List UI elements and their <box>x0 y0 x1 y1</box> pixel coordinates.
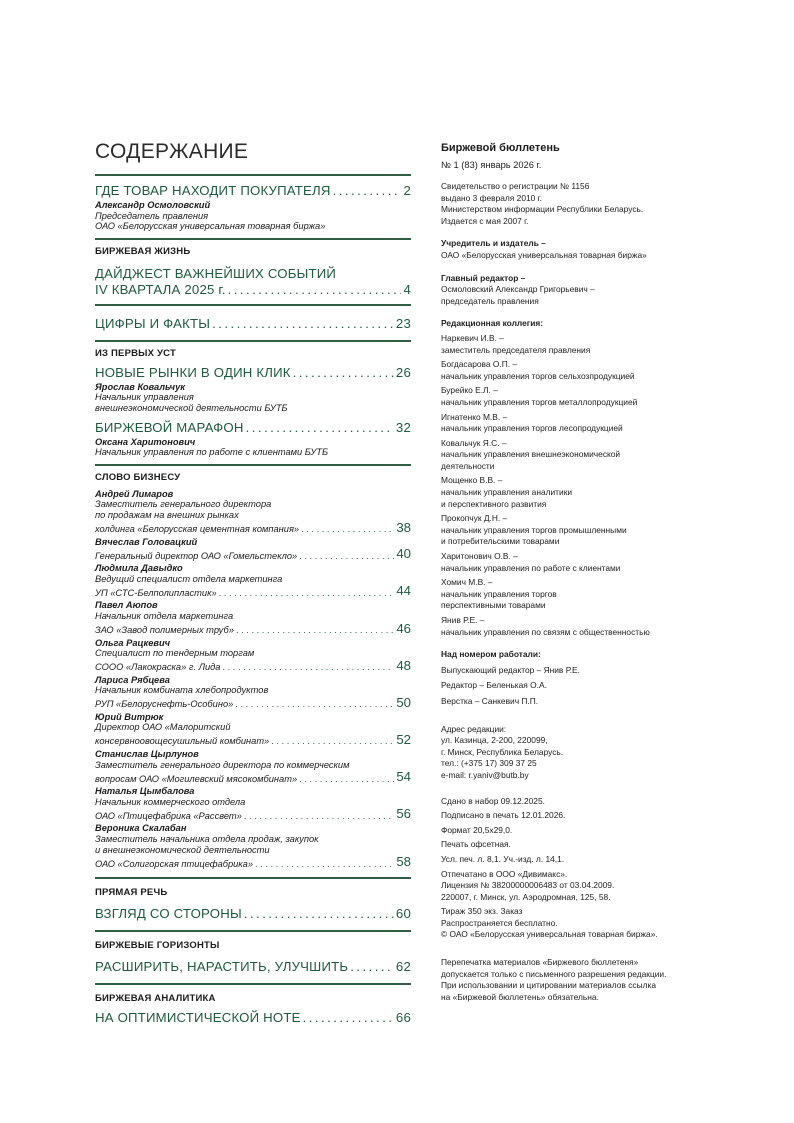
author-name: Юрий Витрюк <box>95 711 164 722</box>
leader-dots <box>293 365 394 381</box>
page-number: 23 <box>395 315 411 331</box>
text-line: Адрес редакции: <box>441 723 507 734</box>
leader-dots <box>255 859 394 870</box>
author-name: Ольга Рацкевич <box>95 637 171 648</box>
chief-editor-info <box>441 273 741 308</box>
text-line: 220007, г. Минск, ул. Аэродромная, 125, 58. <box>441 891 611 902</box>
author-position: Начальник управления <box>95 392 194 403</box>
leader-dots <box>299 551 394 562</box>
author-position: Начальник управления по работе с клиентами БУТБ <box>95 447 328 458</box>
text-line: начальник управления торгов сельхозпродукцией <box>441 370 635 381</box>
text-line: Лицензия № 38200000006483 от 03.04.2009. <box>441 880 615 891</box>
author-name: Наталья Цымбалова <box>95 786 195 797</box>
text-line: деятельности <box>441 460 495 471</box>
page-number: 48 <box>396 657 411 673</box>
registration-info <box>441 181 741 227</box>
publication-title: Биржевой бюллетень <box>441 142 560 154</box>
toc-entry[interactable] <box>95 600 411 635</box>
toc-section-analytics <box>95 985 411 1026</box>
label: Учредитель и издатель – <box>441 238 546 249</box>
section-heading: БИРЖЕВАЯ ЖИЗНЬ <box>95 245 191 257</box>
text-line: начальник управления по работе с клиентами <box>441 562 621 573</box>
author-company: СООО «Лакокраска» г. Лида <box>95 662 221 673</box>
toc-section-birzh-life <box>95 240 411 306</box>
author-position: Начальник коммерческого отдела <box>95 796 246 807</box>
editorial-address <box>441 724 741 782</box>
text-line: Издается с мая 2007 г. <box>441 215 529 226</box>
article-title: БИРЖЕВОЙ МАРАФОН <box>95 419 244 435</box>
text-line: начальник управления торгов металлопродукцией <box>441 396 638 407</box>
text-line: и перспективного развития <box>441 498 547 509</box>
text-line: Прокопчук Д.Н. – <box>441 513 508 524</box>
toc-entry[interactable] <box>95 638 411 673</box>
author-position: Председатель правления <box>95 210 209 221</box>
text-line: начальник управления торгов лесопродукцией <box>441 423 623 434</box>
text-line: Ковальчук Я.С. – <box>441 437 507 448</box>
founder-info <box>441 238 741 261</box>
text-line: Наркевич И.В. – <box>441 332 504 343</box>
toc-section-first-hand <box>95 342 411 466</box>
text-line: начальник управления аналитики <box>441 487 573 498</box>
author-position: Начальник отдела маркетинга <box>95 610 234 621</box>
leader-dots <box>301 524 394 535</box>
page-number: 46 <box>396 620 411 636</box>
reprint-notice <box>441 957 741 1003</box>
toc-title: СОДЕРЖАНИЕ <box>95 140 249 163</box>
leader-dots <box>333 183 402 199</box>
toc-entry[interactable] <box>95 823 411 869</box>
toc-section-direct <box>95 879 411 932</box>
toc-section-horizons <box>95 932 411 985</box>
author-position: Генеральный директор ОАО «Гомельстекло» <box>95 550 298 561</box>
leader-dots <box>212 316 394 332</box>
page-number: 32 <box>395 419 411 435</box>
author-company: РУП «Белоруснефть-Особино» <box>95 699 234 710</box>
text-line: Редактор – Беленькая О.А. <box>441 680 547 691</box>
toc-section-first <box>95 176 411 240</box>
text-line: Усл. печ. л. 8,1. Уч.-изд. л. 14,1. <box>441 853 565 864</box>
imprint-column <box>441 141 741 1014</box>
leader-dots <box>244 811 394 822</box>
author-position: Директор ОАО «Малоритский <box>95 722 231 733</box>
section-heading: БИРЖЕВАЯ АНАЛИТИКА <box>95 993 216 1005</box>
text-line: начальник управления торгов <box>441 588 557 599</box>
editorial-board <box>441 318 741 638</box>
section-heading: БИРЖЕВЫЕ ГОРИЗОНТЫ <box>95 940 220 952</box>
page-number: 66 <box>395 1010 411 1026</box>
author-company: ОАО «Птицефабрика «Рассвет» <box>95 810 242 821</box>
author-position: и внешнеэкономической деятельности <box>95 844 270 855</box>
text-line: выдано 3 февраля 2010 г. <box>441 192 542 203</box>
page-number: 52 <box>396 732 411 748</box>
section-heading: ИЗ ПЕРВЫХ УСТ <box>95 347 176 359</box>
author-company: ОАО «Солигорская птицефабрика» <box>95 858 254 869</box>
toc-entry[interactable] <box>95 563 411 598</box>
text-line: Перепечатка материалов «Биржевого бюллетеня» <box>441 957 639 968</box>
text-line: Распространяется бесплатно. <box>441 917 558 928</box>
text-line: начальник управления торгов промышленными <box>441 524 627 535</box>
author-company: консервноовощесушильный комбинат» <box>95 736 270 747</box>
text-line: Печать офсетная. <box>441 839 511 850</box>
leader-dots <box>271 736 394 747</box>
toc-entry[interactable] <box>95 675 411 710</box>
text-line: на «Биржевой бюллетень» обязательна. <box>441 991 599 1002</box>
text-line: Сдано в набор 09.12.2025. <box>441 795 545 806</box>
label: Редакционная коллегия: <box>441 318 544 329</box>
text-line: ОАО «Белорусская универсальная товарная биржа» <box>441 249 647 260</box>
article-title: НОВЫЕ РЫНКИ В ОДИН КЛИК <box>95 364 291 380</box>
page-number: 62 <box>395 959 411 975</box>
toc-article-link[interactable] <box>95 266 411 298</box>
page-number: 4 <box>403 281 411 297</box>
leader-dots <box>222 662 394 673</box>
text-line: Свидетельство о регистрации № 1156 <box>441 181 590 191</box>
author-company: вопросам ОАО «Могилевский мясокомбинат» <box>95 773 298 784</box>
toc-entry[interactable] <box>95 712 411 747</box>
text-line: и потребительскими товарами <box>441 536 560 547</box>
article-title: ЦИФРЫ И ФАКТЫ <box>95 315 211 331</box>
author-position: Ведущий специалист отдела маркетинга <box>95 573 283 584</box>
text-line: Харитонович О.В. – <box>441 551 518 562</box>
table-of-contents <box>95 140 411 1026</box>
text-line: начальник управления внешнеэкономической <box>441 449 621 460</box>
text-line: председатель правления <box>441 295 539 306</box>
toc-article-link[interactable] <box>95 316 411 332</box>
page-number: 2 <box>403 183 411 198</box>
toc-article-link[interactable] <box>95 906 411 922</box>
label: Над номером работали: <box>441 649 541 660</box>
page-number: 50 <box>396 694 411 710</box>
text-line: тел.: (+375 17) 309 37 25 <box>441 758 537 769</box>
print-info <box>441 796 741 942</box>
text-line: Бурейко Е.Л. – <box>441 385 498 396</box>
text-line: © ОАО «Белорусская универсальная товарная биржа». <box>441 929 658 940</box>
issue-number: № 1 (83) январь 2026 г. <box>441 160 542 170</box>
leader-dots <box>244 906 394 922</box>
text-line: Подписано в печать 12.01.2026. <box>441 810 566 821</box>
page-number: 38 <box>396 519 411 535</box>
author-company: ЗАО «Завод полимерных труб» <box>95 624 234 635</box>
toc-entry[interactable] <box>95 749 411 784</box>
author-name: Оксана Харитонович <box>95 436 196 447</box>
text-line: Министерством информации Республики Беларусь. <box>441 204 644 215</box>
author-position: по продажам на внешних рынках <box>95 509 239 520</box>
leader-dots <box>228 282 402 298</box>
text-line: При использовании и цитировании материалов ссылка <box>441 980 656 991</box>
toc-article-link[interactable] <box>95 1010 411 1026</box>
page-number: 44 <box>396 583 411 599</box>
text-line: начальник управления по связям с общественностью <box>441 626 650 637</box>
toc-entry[interactable] <box>95 786 411 821</box>
section-heading: СЛОВО БИЗНЕСУ <box>95 471 181 483</box>
article-title: НА ОПТИМИСТИЧЕСКОЙ НОТЕ <box>95 1010 301 1026</box>
author-name: Вероника Скалабан <box>95 823 187 834</box>
author-position: Заместитель начальника отдела продаж, закупок <box>95 834 319 845</box>
author-name: Андрей Лимаров <box>95 488 174 499</box>
issue-team <box>441 649 741 707</box>
toc-article-link[interactable] <box>95 365 411 381</box>
author-name: Вячеслав Головацкий <box>95 536 198 547</box>
page-number: 54 <box>396 769 411 785</box>
author-position: Заместитель генерального директора по коммерческим <box>95 759 350 770</box>
page-number: 58 <box>396 854 411 870</box>
toc-section-business <box>95 466 411 879</box>
toc-article-link[interactable] <box>95 420 411 436</box>
author-name: Людмила Давыдко <box>95 563 183 574</box>
page-number: 26 <box>395 364 411 380</box>
article-title: ДАЙДЖЕСТ ВАЖНЕЙШИХ СОБЫТИЙ <box>95 265 337 281</box>
text-line: Тираж 350 экз. Заказ <box>441 906 523 917</box>
leader-dots <box>236 625 394 636</box>
text-line: Осмоловский Александр Григорьевич – <box>441 284 595 295</box>
text-line: Богдасарова О.П. – <box>441 359 518 370</box>
author-position: Заместитель генерального директора <box>95 499 272 510</box>
author-position: Начальник комбината хлебопродуктов <box>95 685 269 696</box>
article-title: РАСШИРИТЬ, НАРАСТИТЬ, УЛУЧШИТЬ <box>95 959 349 975</box>
author-name: Станислав Цырлунов <box>95 749 199 760</box>
page-number: 56 <box>396 806 411 822</box>
article-title-cont: IV КВАРТАЛА 2025 г. <box>95 281 226 297</box>
text-line: Янив Р.Е. – <box>441 615 485 625</box>
text-line: заместитель председателя правления <box>441 344 591 355</box>
author-company: УП «СТС-Белполипластик» <box>95 587 217 598</box>
text-line: Верстка – Санкевич П.П. <box>441 695 539 706</box>
label: Главный редактор – <box>441 272 526 283</box>
leader-dots <box>299 774 394 785</box>
toc-section-figures <box>95 306 411 342</box>
email-link[interactable]: e-mail: r.yaniv@butb.by <box>441 769 529 780</box>
author-name: Ярослав Ковальчук <box>95 381 185 392</box>
toc-entry[interactable] <box>95 489 411 535</box>
article-title: ВЗГЛЯД СО СТОРОНЫ <box>95 906 242 922</box>
leader-dots <box>235 699 394 710</box>
toc-article-link[interactable] <box>95 959 411 975</box>
leader-dots <box>350 959 394 975</box>
text-line: Игнатенко М.В. – <box>441 411 508 422</box>
section-heading: ПРЯМАЯ РЕЧЬ <box>95 887 168 899</box>
author-name: Лариса Рябцева <box>95 674 170 685</box>
leader-dots <box>303 1010 394 1026</box>
leader-dots <box>219 588 395 599</box>
author-position: внешнеэкономической деятельности БУТБ <box>95 402 288 413</box>
author-company: холдинга «Белорусская цементная компания» <box>95 523 300 534</box>
author-company: ОАО «Белорусская универсальная товарная биржа» <box>95 221 326 232</box>
text-line: Выпускающий редактор – Янив Р.Е. <box>441 664 580 675</box>
text-line: допускается только с письменного разрешения редакции. <box>441 968 667 979</box>
toc-article-link[interactable] <box>95 183 411 199</box>
article-title: ГДЕ ТОВАР НАХОДИТ ПОКУПАТЕЛЯ <box>95 183 331 198</box>
text-line: Отпечатано в ООО «Дивимакс». <box>441 868 568 879</box>
text-line: Хомич М.В. – <box>441 577 493 588</box>
text-line: ул. Казинца, 2-200, 220099, <box>441 735 548 746</box>
author-position: Специалист по тендерным торгам <box>95 648 255 659</box>
text-line: Формат 20,5х29,0. <box>441 824 513 835</box>
page-number: 40 <box>396 546 411 562</box>
text-line: г. Минск, Республика Беларусь. <box>441 746 564 757</box>
leader-dots <box>246 420 394 436</box>
text-line: Мощенко В.В. – <box>441 475 503 486</box>
page-number: 60 <box>395 906 411 922</box>
text-line: перспективными товарами <box>441 600 546 611</box>
author-name: Павел Аюпов <box>95 600 158 611</box>
toc-entry[interactable] <box>95 537 411 562</box>
author-name: Александр Осмоловский <box>95 200 211 210</box>
